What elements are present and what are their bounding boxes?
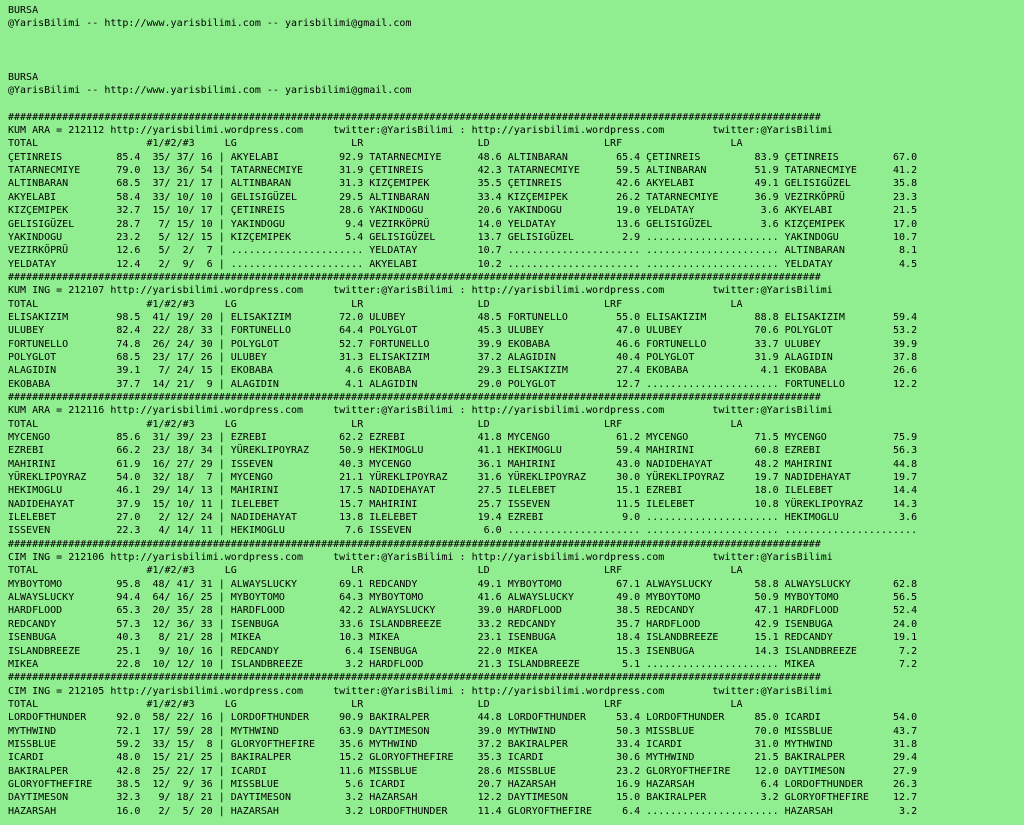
text-line: KIZÇEMIPEK 32.7 15/ 10/ 17 | ÇETINREIS 28.6 YAKINDOGU 20.6 YAKINDOGU 19.0 YELDATAY 3.6 AKYELABI 21.5	[8, 205, 918, 217]
text-line: TOTAL #1/#2/#3 LG LR LD LRF LA	[8, 418, 743, 430]
text-line: ISLANDBREEZE 25.1 9/ 10/ 16 | REDCANDY 6.4 ISENBUGA 22.0 MIKEA 15.3 ISENBUGA 14.3 ISLANDBREEZE 7.2	[8, 645, 918, 657]
text-line: KUM ING = 212107 http://yarisbilimi.wordpress.com twitter:@YarisBilimi : http://yarisbilimi.wordpress.com twitter:@YarisBilimi	[8, 285, 833, 297]
text-line: #######################################################################################################################################	[8, 672, 821, 684]
text-line: POLYGLOT 68.5 23/ 17/ 26 | ULUBEY 31.3 ELISAKIZIM 37.2 ALAGIDIN 40.4 POLYGLOT 31.9 ALAGIDIN 37.8	[8, 351, 918, 363]
text-line: KUM ARA = 212116 http://yarisbilimi.wordpress.com twitter:@YarisBilimi : http://yarisbilimi.wordpress.com twitter:@YarisBilimi	[8, 405, 833, 417]
text-line: HARDFLOOD 65.3 20/ 35/ 28 | HARDFLOOD 42.2 ALWAYSLUCKY 39.0 HARDFLOOD 38.5 REDCANDY 47.1 HARDFLOOD 52.4	[8, 605, 918, 617]
text-line: LORDOFTHUNDER 92.0 58/ 22/ 16 | LORDOFTHUNDER 90.9 BAKIRALPER 44.8 LORDOFTHUNDER 53.4 LORDOFTHUNDER 85.0 ICARDI 54.0	[8, 712, 918, 724]
text-line: EKOBABA 37.7 14/ 21/ 9 | ALAGIDIN 4.1 ALAGIDIN 29.0 POLYGLOT 12.7 ...................... FORTUNELLO 12.2	[8, 378, 918, 390]
text-line	[8, 97, 1024, 110]
text-line: NADIDEHAYAT 37.9 15/ 10/ 11 | ILELEBET 15.7 MAHIRINI 25.7 ISSEVEN 11.5 ILELEBET 10.8 YÜREKLIPOYRAZ 14.3	[8, 498, 918, 510]
text-line: TOTAL #1/#2/#3 LG LR LD LRF LA	[8, 298, 743, 310]
text-line: TOTAL #1/#2/#3 LG LR LD LRF LA	[8, 565, 743, 577]
text-line: DAYTIMESON 32.3 9/ 18/ 21 | DAYTIMESON 3.2 HAZARSAH 12.2 DAYTIMESON 15.0 BAKIRALPER 3.2 GLORYOFTHEFIRE 12.7	[8, 792, 918, 804]
text-line: ICARDI 48.0 15/ 21/ 25 | BAKIRALPER 15.2 GLORYOFTHEFIRE 35.3 ICARDI 30.6 MYTHWIND 21.5 BAKIRALPER 29.4	[8, 752, 918, 764]
text-line: GLORYOFTHEFIRE 38.5 12/ 9/ 36 | MISSBLUE 5.6 ICARDI 20.7 HAZARSAH 16.9 HAZARSAH 6.4 LORDOFTHUNDER 26.3	[8, 778, 918, 790]
text-line: BURSA	[8, 5, 39, 16]
text-line	[8, 44, 1024, 57]
text-line: HAZARSAH 16.0 2/ 5/ 20 | HAZARSAH 3.2 LORDOFTHUNDER 11.4 GLORYOFTHEFIRE 6.4 ...................... HAZARSAH 3.2	[8, 805, 918, 817]
text-line: ALAGIDIN 39.1 7/ 24/ 15 | EKOBABA 4.6 EKOBABA 29.3 ELISAKIZIM 27.4 EKOBABA 4.1 EKOBABA 26.6	[8, 365, 918, 377]
text-line	[8, 57, 1024, 70]
text-line: #######################################################################################################################################	[8, 538, 821, 550]
text-line: BURSA	[8, 71, 39, 83]
text-line: @YarisBilimi -- http://www.yarisbilimi.com -- yarisbilimi@gmail.com	[8, 85, 412, 97]
text-line: ULUBEY 82.4 22/ 28/ 33 | FORTUNELLO 64.4 POLYGLOT 45.3 ULUBEY 47.0 ULUBEY 70.6 POLYGLOT 53.2	[8, 325, 918, 337]
text-line: ILELEBET 27.0 2/ 12/ 24 | NADIDEHAYAT 13.8 ILELEBET 19.4 EZREBI 9.0 ...................... HEKIMOGLU 3.6	[8, 512, 918, 524]
text-line: ELISAKIZIM 98.5 41/ 19/ 20 | ELISAKIZIM 72.0 ULUBEY 48.5 FORTUNELLO 55.0 ELISAKIZIM 88.8 ELISAKIZIM 59.4	[8, 311, 918, 323]
text-line: MISSBLUE 59.2 33/ 15/ 8 | GLORYOFTHEFIRE 35.6 MYTHWIND 37.2 BAKIRALPER 33.4 ICARDI 31.0 MYTHWIND 31.8	[8, 738, 918, 750]
text-line: MAHIRINI 61.9 16/ 27/ 29 | ISSEVEN 40.3 MYCENGO 36.1 MAHIRINI 43.0 NADIDEHAYAT 48.2 MAHIRINI 44.8	[8, 458, 918, 470]
text-line: EZREBI 66.2 23/ 18/ 34 | YÜREKLIPOYRAZ 50.9 HEKIMOGLU 41.1 HEKIMOGLU 59.4 MAHIRINI 60.8 EZREBI 56.3	[8, 445, 918, 457]
text-line: VEZIRKÖPRÜ 12.6 5/ 2/ 7 | ...................... YELDATAY 10.7 ...................... ...................... ALTINBARAN 8.1	[8, 245, 918, 257]
text-line: #######################################################################################################################################	[8, 111, 821, 123]
text-line: AKYELABI 58.4 33/ 10/ 10 | GELISIGÜZEL 29.5 ALTINBARAN 33.4 KIZÇEMIPEK 26.2 TATARNECMIYE 36.9 VEZIRKÖPRÜ 23.3	[8, 191, 918, 203]
text-line: KUM ARA = 212112 http://yarisbilimi.wordpress.com twitter:@YarisBilimi : http://yarisbilimi.wordpress.com twitter:@YarisBilimi	[8, 125, 833, 137]
text-line: #######################################################################################################################################	[8, 271, 821, 283]
text-line: YELDATAY 12.4 2/ 9/ 6 | ...................... AKYELABI 10.2 ...................... ...................... YELDATAY 4.5	[8, 258, 918, 270]
text-line: CIM ING = 212106 http://yarisbilimi.wordpress.com twitter:@YarisBilimi : http://yarisbilimi.wordpress.com twitter:@YarisBilimi	[8, 552, 833, 564]
text-line: #######################################################################################################################################	[8, 391, 821, 403]
text-line: ÇETINREIS 85.4 35/ 37/ 16 | AKYELABI 92.9 TATARNECMIYE 48.6 ALTINBARAN 65.4 ÇETINREIS 83.9 ÇETINREIS 67.0	[8, 151, 918, 163]
text-line: MYTHWIND 72.1 17/ 59/ 28 | MYTHWIND 63.9 DAYTIMESON 39.0 MYTHWIND 50.3 MISSBLUE 70.0 MISSBLUE 43.7	[8, 725, 918, 737]
text-line: TOTAL #1/#2/#3 LG LR LD LRF LA	[8, 138, 743, 150]
text-line: ALWAYSLUCKY 94.4 64/ 16/ 25 | MYBOYTOMO 64.3 MYBOYTOMO 41.6 ALWAYSLUCKY 49.0 MYBOYTOMO 50.9 MYBOYTOMO 56.5	[8, 592, 918, 604]
text-line: YÜREKLIPOYRAZ 54.0 32/ 18/ 7 | MYCENGO 21.1 YÜREKLIPOYRAZ 31.6 YÜREKLIPOYRAZ 30.0 YÜREKLIPOYRAZ 19.7 NADIDEHAYAT 19.7	[8, 472, 918, 484]
text-line: ISENBUGA 40.3 8/ 21/ 28 | MIKEA 10.3 MIKEA 23.1 ISENBUGA 18.4 ISLANDBREEZE 15.1 REDCANDY 19.1	[8, 632, 918, 644]
text-line	[8, 31, 1024, 44]
text-line: CIM ING = 212105 http://yarisbilimi.wordpress.com twitter:@YarisBilimi : http://yarisbilimi.wordpress.com twitter:@YarisBilimi	[8, 685, 833, 697]
text-line: FORTUNELLO 74.8 26/ 24/ 30 | POLYGLOT 52.7 FORTUNELLO 39.9 EKOBABA 46.6 FORTUNELLO 33.7 ULUBEY 39.9	[8, 338, 918, 350]
text-line: YAKINDOGU 23.2 5/ 12/ 15 | KIZÇEMIPEK 5.4 GELISIGÜZEL 13.7 GELISIGÜZEL 2.9 ...................... YAKINDOGU 10.7	[8, 231, 918, 243]
text-line: @YarisBilimi -- http://www.yarisbilimi.com -- yarisbilimi@gmail.com	[8, 18, 412, 30]
text-line: BAKIRALPER 42.8 25/ 22/ 17 | ICARDI 11.6 MISSBLUE 28.6 MISSBLUE 23.2 GLORYOFTHEFIRE 12.0 DAYTIMESON 27.9	[8, 765, 918, 777]
text-line: MYBOYTOMO 95.8 48/ 41/ 31 | ALWAYSLUCKY 69.1 REDCANDY 49.1 MYBOYTOMO 67.1 ALWAYSLUCKY 58.8 ALWAYSLUCKY 62.8	[8, 578, 918, 590]
text-line: HEKIMOGLU 46.1 29/ 14/ 13 | MAHIRINI 17.5 NADIDEHAYAT 27.5 ILELEBET 15.1 EZREBI 18.0 ILELEBET 14.4	[8, 485, 918, 497]
text-line: TATARNECMIYE 79.0 13/ 36/ 54 | TATARNECMIYE 31.9 ÇETINREIS 42.3 TATARNECMIYE 59.5 ALTINBARAN 51.9 TATARNECMIYE 41.2	[8, 165, 918, 177]
text-line: TOTAL #1/#2/#3 LG LR LD LRF LA	[8, 698, 743, 710]
text-line: ISSEVEN 22.3 4/ 14/ 11 | HEKIMOGLU 7.6 ISSEVEN 6.0 ...................... ...................... ......................	[8, 525, 918, 537]
text-line: GELISIGÜZEL 28.7 7/ 15/ 10 | YAKINDOGU 9.4 VEZIRKÖPRÜ 14.0 YELDATAY 13.6 GELISIGÜZEL 3.6 KIZÇEMIPEK 17.0	[8, 218, 918, 230]
text-line: MYCENGO 85.6 31/ 39/ 23 | EZREBI 62.2 EZREBI 41.8 MYCENGO 61.2 MYCENGO 71.5 MYCENGO 75.9	[8, 432, 918, 443]
text-line: MIKEA 22.8 10/ 12/ 10 | ISLANDBREEZE 3.2 HARDFLOOD 21.3 ISLANDBREEZE 5.1 ...................... MIKEA 7.2	[8, 658, 918, 670]
text-line: REDCANDY 57.3 12/ 36/ 33 | ISENBUGA 33.6 ISLANDBREEZE 33.2 REDCANDY 35.7 HARDFLOOD 42.9 ISENBUGA 24.0	[8, 618, 918, 630]
text-line: ALTINBARAN 68.5 37/ 21/ 17 | ALTINBARAN 31.3 KIZÇEMIPEK 35.5 ÇETINREIS 42.6 AKYELABI 49.1 GELISIGÜZEL 35.8	[8, 178, 918, 190]
